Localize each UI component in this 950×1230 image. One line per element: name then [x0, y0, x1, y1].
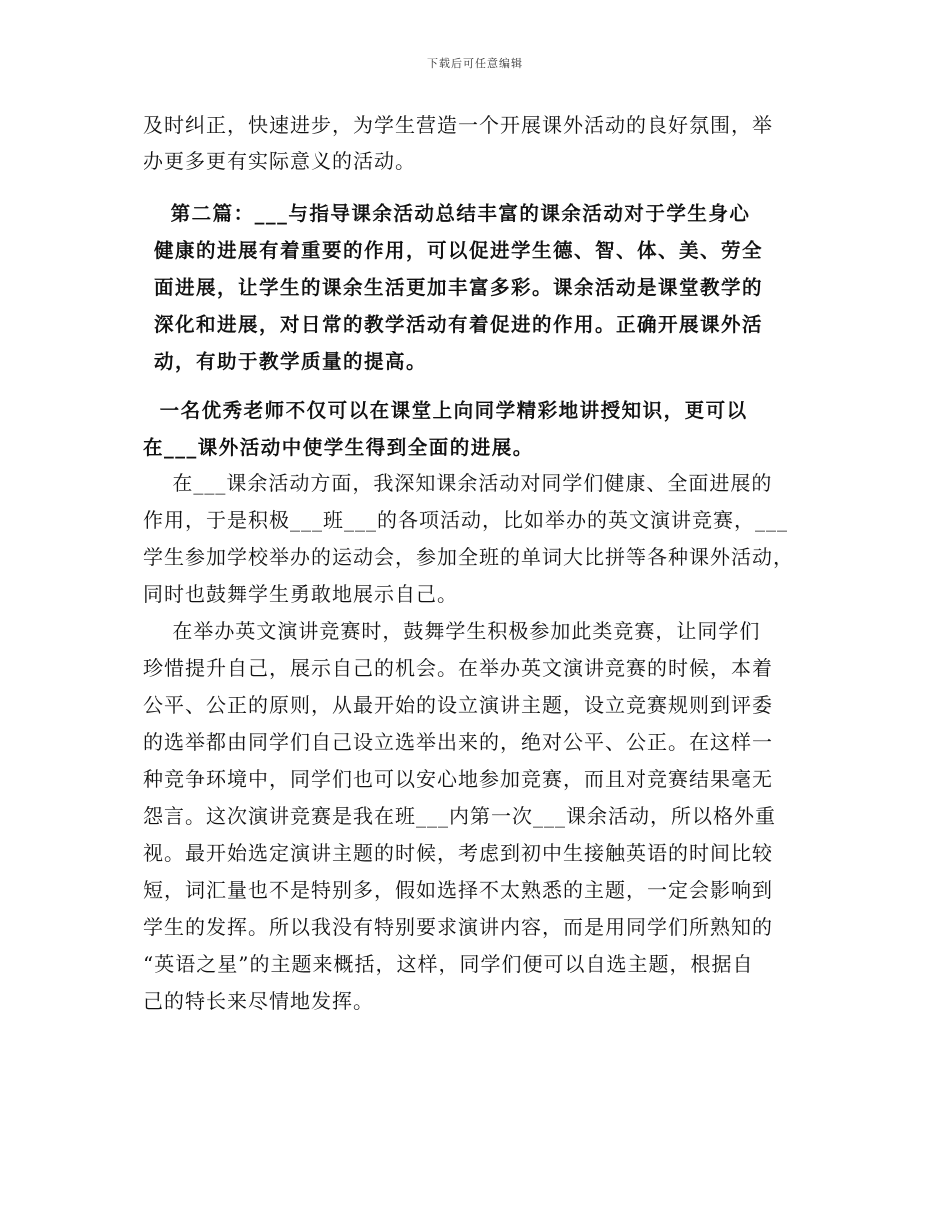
- text-line: 己的特长来尽情地发挥。: [143, 989, 374, 1013]
- text-line: 在___课外活动中使学生得到全面的进展。: [143, 436, 534, 459]
- text-line: 及时纠正，快速进步，为学生营造一个开展课外活动的良好氛围，举: [143, 113, 773, 137]
- text-line: 短，词汇量也不是特别多，假如选择不太熟悉的主题，一定会影响到: [143, 878, 773, 902]
- text-line: “英语之星”的主题来概括，这样，同学们便可以自选主题，根据自: [143, 952, 754, 976]
- paragraph-2-heading: [154, 195, 763, 380]
- text-line: 在举办英文演讲竞赛时，鼓舞学生积极参加此类竞赛，让同学们: [143, 619, 761, 643]
- text-line: 一名优秀老师不仅可以在课堂上向同学精彩地讲授知识，更可以: [143, 399, 748, 422]
- text-line: 视。最开始选定演讲主题的时候，考虑到初中生接触英语的时间比较: [143, 841, 773, 865]
- text-line: 同时也鼓舞学生勇敢地展示自己。: [143, 582, 458, 606]
- text-line: 怨言。这次演讲竞赛是我在班___内第一次___课余活动，所以格外重: [143, 804, 776, 828]
- page-header: 下载后可任意编辑: [427, 57, 523, 70]
- text-line: 的选举都由同学们自己设立选举出来的，绝对公平、公正。在这样一: [143, 730, 773, 754]
- text-line: 面进展，让学生的课余生活更加丰富多彩。课余活动是课堂教学的: [154, 276, 764, 299]
- paragraph-1: [143, 107, 773, 179]
- text-line: 第二篇：___与指导课余活动总结丰富的课余活动对于学生身心: [154, 202, 751, 225]
- text-line: 动，有助于教学质量的提高。: [154, 350, 428, 373]
- text-line: 在___课余活动方面，我深知课余活动对同学们健康、全面进展的: [143, 471, 773, 495]
- text-line: 公平、公正的原则，从最开始的设立演讲主题，设立竞赛规则到评委: [143, 693, 773, 717]
- paragraph-4: [143, 465, 794, 613]
- text-line: 种竞争环境中，同学们也可以安心地参加竞赛，而且对竞赛结果毫无: [143, 767, 773, 791]
- text-line: 办更多更有实际意义的活动。: [143, 149, 416, 173]
- text-line: 珍惜提升自己，展示自己的机会。在举办英文演讲竞赛的时候，本着: [143, 656, 773, 680]
- text-line: 作用，于是积极___班___的各项活动，比如举办的英文演讲竞赛，___: [143, 508, 788, 532]
- text-line: 学生的发挥。所以我没有特别要求演讲内容，而是用同学们所熟知的: [143, 915, 773, 939]
- text-line: 深化和进展，对日常的教学活动有着促进的作用。正确开展课外活: [154, 313, 764, 336]
- paragraph-3: [143, 392, 748, 466]
- text-line: 健康的进展有着重要的作用，可以促进学生德、智、体、美、劳全: [154, 239, 764, 262]
- paragraph-5: [143, 613, 776, 1020]
- text-line: 学生参加学校举办的运动会，参加全班的单词大比拼等各种课外活动，: [143, 545, 794, 569]
